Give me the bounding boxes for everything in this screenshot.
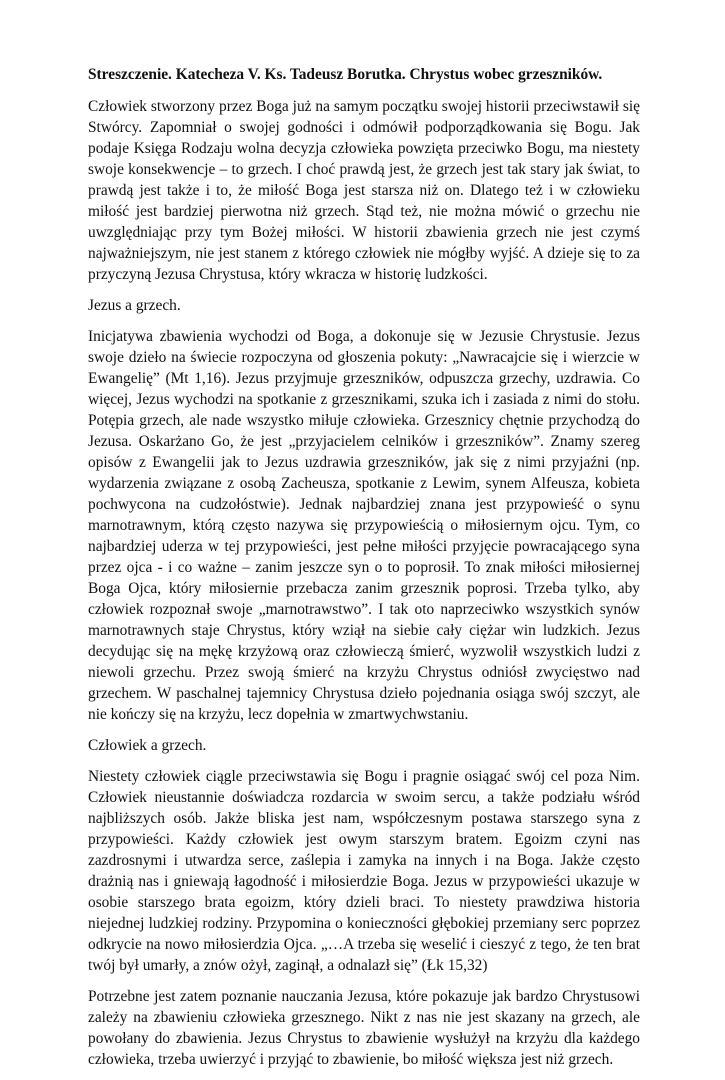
document-title: Streszczenie. Katecheza V. Ks. Tadeusz Borutka. Chrystus wobec grzeszników.: [88, 66, 603, 83]
document-page: [88, 64, 640, 1080]
section-heading-jezus-a-grzech: Jezus a grzech.: [88, 297, 181, 314]
section-paragraph-czlowiek-a-grzech: Niestety człowiek ciągle przeciwstawia się Bogu i pragnie osiągać swój cel poza Nim. Człowiek nieustannie doświadcza rozdarcia w swoim sercu, a także podziału wśród najbliższych osób. Jakże bliska jest nam, współczesnym postawa starszego syna z przypowieści. Każdy człowiek jest owym starszym bratem. Egoizm czyni nas zazdrosnymi i utwardza serce, zaślepia i zamyka na innych i na Boga. Jakże często drażnią nas i gniewają łagodność i miłosierdzie Boga. Jezus w przypowieści ukazuje w osobie starszego brata egoizm, który dzieli braci. To niestety prawdziwa historia niejednej ludzkiej rodziny. Przypomina o konieczności głębokiej przemiany serc poprzez odkrycie na nowo miłosierdzia Ojca. „…A trzeba się weselić i cieszyć z tego, że ten brat twój był umarły, a znów ożył, zaginął, a odnalazł się” (Łk 15,32): [88, 768, 640, 974]
intro-paragraph: Człowiek stworzony przez Boga już na samym początku swojej historii przeciwstawił się Stwórcy. Zapomniał o swojej godności i odmówił podporządkowania się Bogu. Jak podaje Księga Rodzaju wolna decyzja człowieka powzięta przeciwko Bogu, ma niestety swoje konsekwencje – to grzech. I choć prawdą jest, że grzech jest tak stary jak świat, to prawdą jest także i to, że miłość Boga jest starsza niż on. Dlatego też i w człowieku miłość jest bardziej pierwotna niż grzech. Stąd też, nie można mówić o grzechu nie uwzględniając przy tym Bożej miłości. W historii zbawienia grzech nie jest czymś najważniejszym, nie jest stanem z którego człowiek nie mógłby wyjść. A dzieje się to za przyczyną Jezusa Chrystusa, który wkracza w historię ludzkości.: [88, 98, 640, 283]
section-heading-czlowiek-a-grzech: Człowiek a grzech.: [88, 737, 207, 754]
conclusion-paragraph: Potrzebne jest zatem poznanie nauczania Jezusa, które pokazuje jak bardzo Chrystusowi zależy na zbawieniu człowieka grzesznego. Nikt z nas nie jest skazany na grzech, ale powołany do zbawienia. Jezus Chrystus to zbawienie wysłużył na krzyżu dla każdego człowieka, trzeba uwierzyć i przyjąć to zbawienie, bo miłość większa jest niż grzech.: [88, 988, 640, 1068]
section-paragraph-jezus-a-grzech: Inicjatywa zbawienia wychodzi od Boga, a dokonuje się w Jezusie Chrystusie. Jezus swoje dzieło na świecie rozpoczyna od głoszenia pokuty: „Nawracajcie się i wierzcie w Ewangelię” (Mt 1,16). Jezus przyjmuje grzeszników, odpuszcza grzechy, uzdrawia. Co więcej, Jezus wychodzi na spotkanie z grzesznikami, szuka ich i zasiada z nimi do stołu. Potępia grzech, ale nade wszystko miłuje człowieka. Grzesznicy chętnie przychodzą do Jezusa. Oskarżano Go, że jest „przyjacielem celników i grzeszników”. Znamy szereg opisów z Ewangelii jak to Jezus uzdrawia grzeszników, jak się z nimi przyjaźni (np. wydarzenia związane z osobą Zacheusza, spotkanie z Lewim, synem Alfeusza, kobieta pochwycona na cudzołóstwie). Jednak najbardziej znana jest przypowieść o synu marnotrawnym, którą często nazywa się przypowieścią o miłosiernym ojcu. Tym, co najbardziej uderza w tej przypowieści, jest pełne miłości przyjęcie powracającego syna przez ojca - i co ważne – zanim jeszcze syn o to poprosił. To znak miłości miłosiernej Boga Ojca, który miłosiernie przebacza zanim grzesznik poprosi. Trzeba tylko, aby człowiek rozpoznał swoje „marnotrawstwo”. I tak oto naprzeciwko wszystkich synów marnotrawnych staje Chrystus, który wziął na siebie cały ciężar win ludzkich. Jezus decydując się na mękę krzyżową oraz człowieczą śmierć, wyzwolił wszystkich ludzi z niewoli grzechu. Przez swoją śmierć na krzyżu Chrystus odniósł zwycięstwo nad grzechem. W paschalnej tajemnicy Chrystusa dzieło pojednania osiąga swój szczyt, ale nie kończy się na krzyżu, lecz dopełnia w zmartwychwstaniu.: [88, 328, 640, 723]
